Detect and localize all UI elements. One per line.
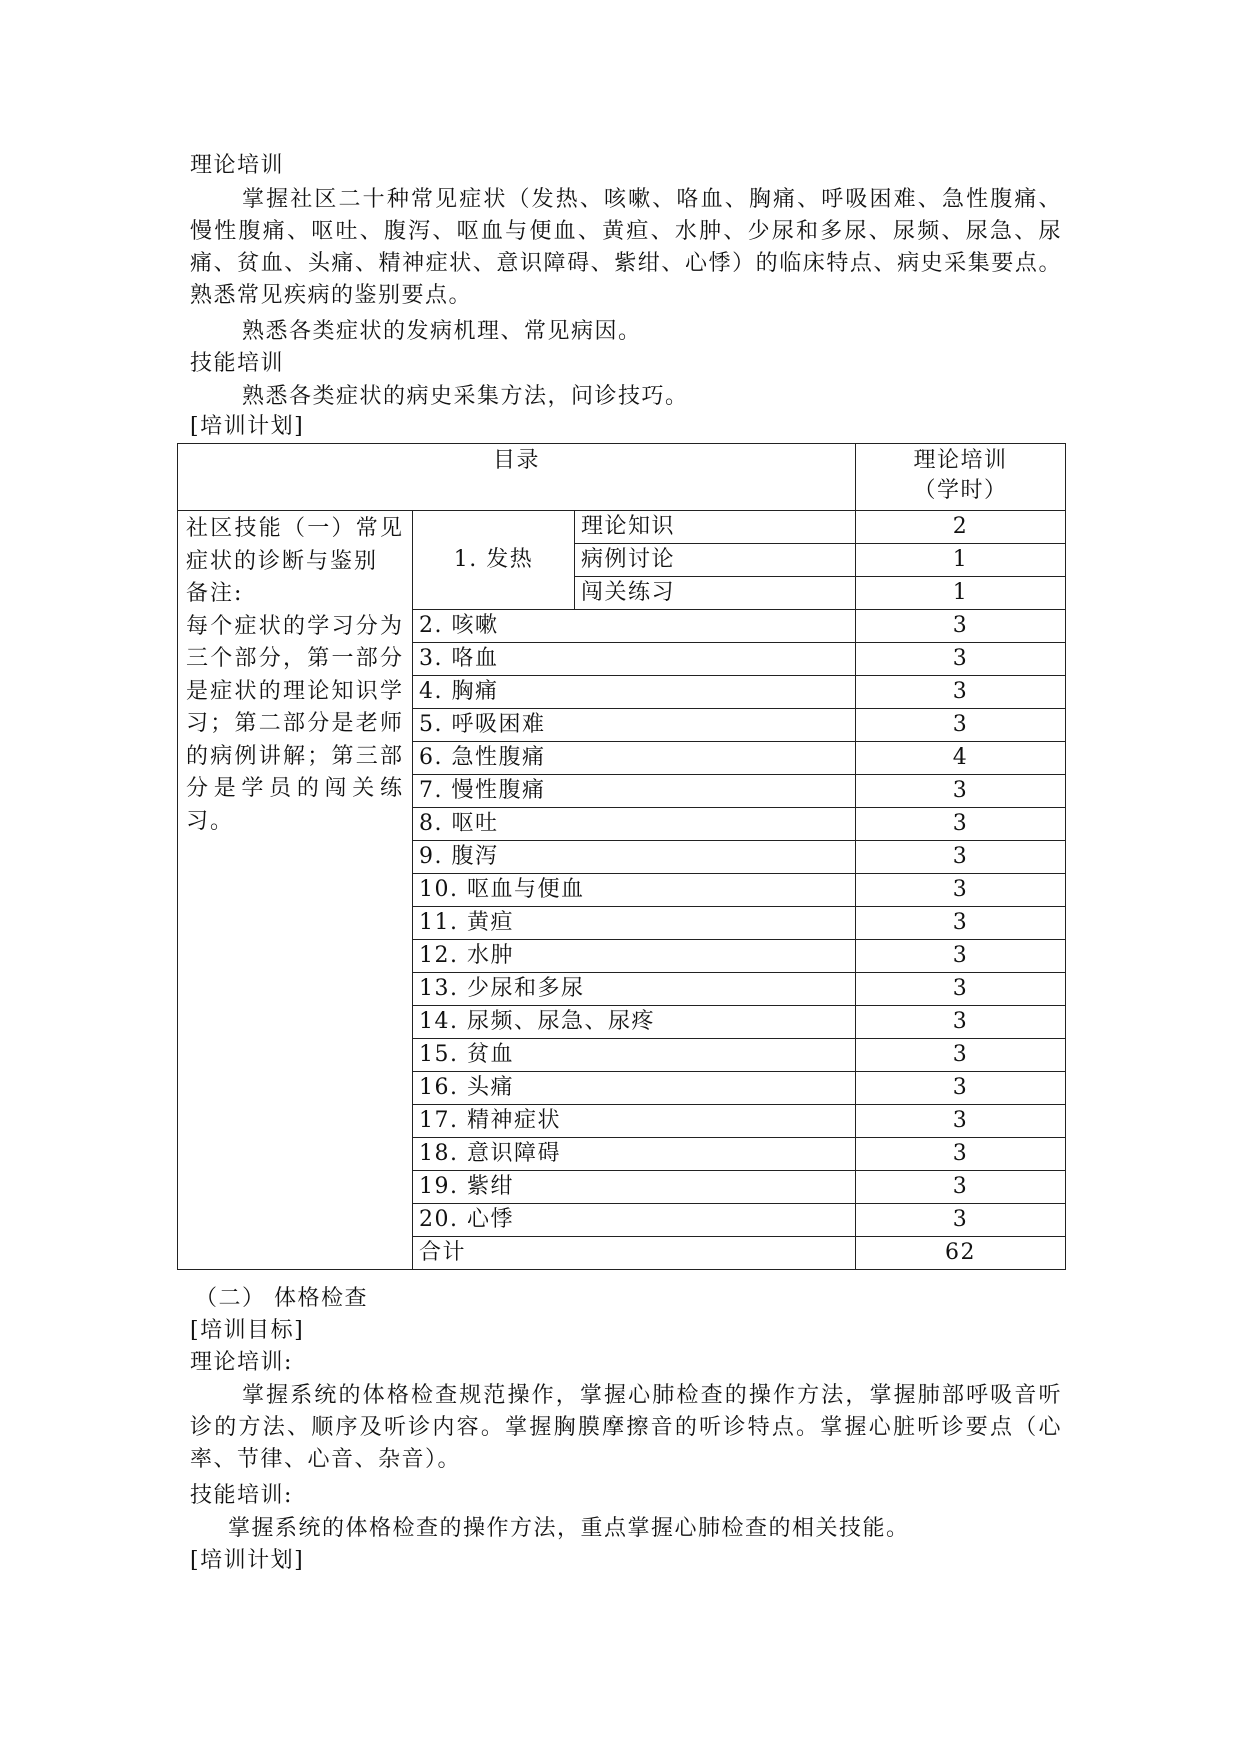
symptom-hours: 3 — [856, 1105, 1066, 1138]
symptom-item: 10. 呕血与便血 — [413, 874, 856, 907]
symptom-item: 11. 黄疸 — [413, 907, 856, 940]
theory-paragraph-2: 熟悉各类症状的发病机理、常见病因。 — [242, 319, 642, 344]
table-header-row — [178, 444, 1066, 511]
symptom-hours: 3 — [856, 610, 1066, 643]
symptom-item: 19. 紫绀 — [413, 1171, 856, 1204]
section2-theory-paragraph: 掌握系统的体格检查规范操作，掌握心肺检查的操作方法，掌握肺部呼吸音听诊的方法、顺序及听诊内容。掌握胸膜摩擦音的听诊特点。掌握心脏听诊要点（心率、节律、心音、杂音）。 — [190, 1383, 1062, 1472]
fever-part-hours: 2 — [856, 511, 1066, 544]
symptom-item: 9. 腹泻 — [413, 841, 856, 874]
header-hours — [856, 444, 1066, 511]
header-hours-line2: （学时） — [913, 478, 1008, 503]
symptom-hours: 3 — [856, 1039, 1066, 1072]
symptom-hours: 3 — [856, 907, 1066, 940]
course-description-cell — [178, 511, 413, 1270]
course-title: 社区技能（一）常见症状的诊断与鉴别 — [186, 516, 404, 574]
header-contents: 目录 — [178, 444, 856, 511]
symptom-item: 2. 咳嗽 — [413, 610, 856, 643]
skill-paragraph: 熟悉各类症状的病史采集方法，问诊技巧。 — [242, 384, 689, 409]
fever-part-name: 病例讨论 — [575, 544, 856, 577]
symptom-hours: 3 — [856, 973, 1066, 1006]
symptom-hours: 3 — [856, 643, 1066, 676]
fever-label: 1. 发热 — [413, 511, 575, 610]
symptom-hours: 3 — [856, 1072, 1066, 1105]
theory-heading: 理论培训 — [190, 153, 285, 178]
symptom-item: 4. 胸痛 — [413, 676, 856, 709]
symptom-item: 15. 贫血 — [413, 1039, 856, 1072]
section2-title: （二） 体格检查 — [195, 1286, 368, 1311]
section2-skill-paragraph: 掌握系统的体格检查的操作方法，重点掌握心肺检查的相关技能。 — [228, 1516, 910, 1541]
symptom-item: 13. 少尿和多尿 — [413, 973, 856, 1006]
fever-part-hours: 1 — [856, 577, 1066, 610]
theory-paragraph-1: 掌握社区二十种常见症状（发热、咳嗽、咯血、胸痛、呼吸困难、急性腹痛、慢性腹痛、呕吐、腹泻、呕血与便血、黄疸、水肿、少尿和多尿、尿频、尿急、尿痛、贫血、头痛、精神症状、意识障碍、紫绀、心悸）的临床特点、病史采集要点。熟悉常见疾病的鉴别要点。 — [190, 187, 1062, 308]
symptom-hours: 3 — [856, 709, 1066, 742]
symptom-item: 7. 慢性腹痛 — [413, 775, 856, 808]
symptom-hours: 3 — [856, 940, 1066, 973]
symptom-hours: 3 — [856, 808, 1066, 841]
symptom-item: 8. 呕吐 — [413, 808, 856, 841]
symptom-item: 14. 尿频、尿急、尿疼 — [413, 1006, 856, 1039]
symptom-hours: 3 — [856, 1171, 1066, 1204]
symptom-hours: 3 — [856, 841, 1066, 874]
note-label: 备注: — [186, 581, 244, 606]
fever-part-name: 闯关练习 — [575, 577, 856, 610]
symptom-item: 18. 意识障碍 — [413, 1138, 856, 1171]
table-row — [178, 511, 1066, 544]
section2-plan-heading: [培训计划] — [190, 1548, 305, 1573]
header-hours-line1: 理论培训 — [913, 448, 1008, 473]
fever-part-name: 理论知识 — [575, 511, 856, 544]
symptom-item: 12. 水肿 — [413, 940, 856, 973]
symptom-item: 3. 咯血 — [413, 643, 856, 676]
section2-skill-heading: 技能培训: — [190, 1483, 293, 1508]
section2-theory-heading: 理论培训: — [190, 1350, 293, 1375]
symptom-item: 5. 呼吸困难 — [413, 709, 856, 742]
symptom-hours: 3 — [856, 775, 1066, 808]
symptom-hours: 3 — [856, 1204, 1066, 1237]
symptom-hours: 3 — [856, 1006, 1066, 1039]
section2-goal-heading: [培训目标] — [190, 1318, 305, 1343]
symptom-item: 17. 精神症状 — [413, 1105, 856, 1138]
note-text: 每个症状的学习分为三个部分，第一部分是症状的理论知识学习；第二部分是老师的病例讲解；第三部分是学员的闯关练习。 — [186, 613, 404, 834]
symptom-item: 20. 心悸 — [413, 1204, 856, 1237]
symptom-item: 16. 头痛 — [413, 1072, 856, 1105]
training-plan-table — [177, 443, 1066, 1270]
fever-part-hours: 1 — [856, 544, 1066, 577]
symptom-hours: 3 — [856, 676, 1066, 709]
total-hours: 62 — [856, 1237, 1066, 1270]
symptom-hours: 3 — [856, 1138, 1066, 1171]
skill-heading: 技能培训 — [190, 351, 285, 376]
total-label: 合计 — [413, 1237, 856, 1270]
symptom-item: 6. 急性腹痛 — [413, 742, 856, 775]
symptom-hours: 3 — [856, 874, 1066, 907]
symptom-hours: 4 — [856, 742, 1066, 775]
plan-heading: [培训计划] — [190, 414, 305, 439]
